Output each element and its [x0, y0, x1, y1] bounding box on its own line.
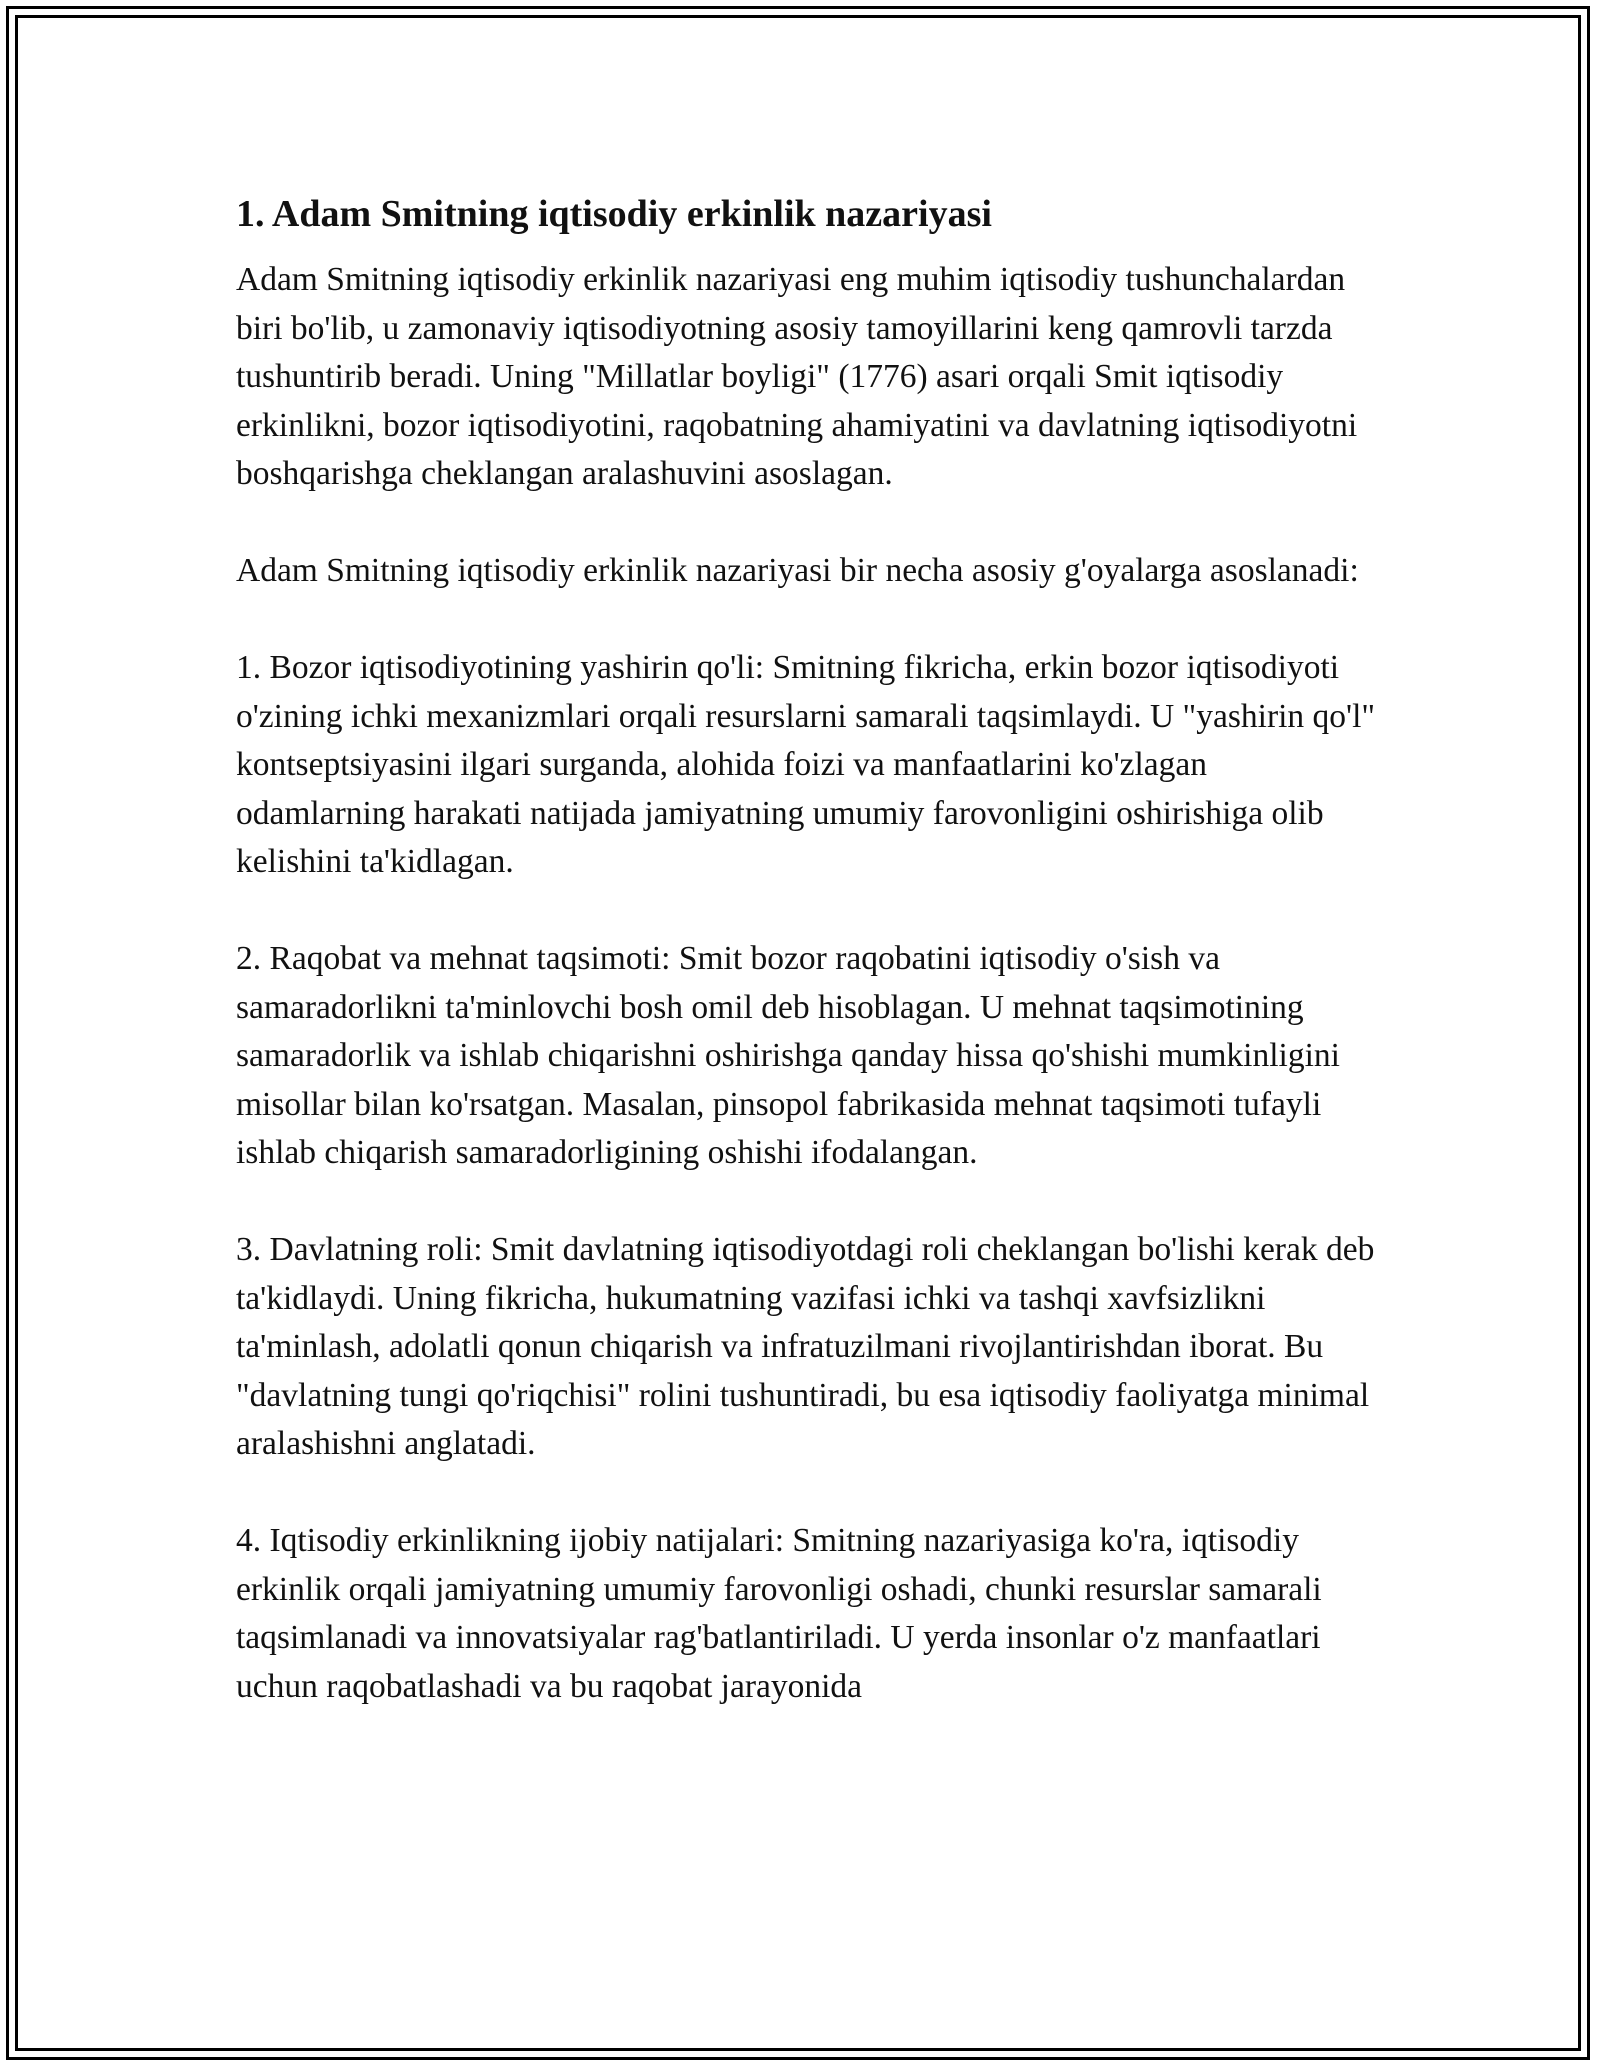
paragraph-point-4: 4. Iqtisodiy erkinlikning ijobiy natijalari: Smitning nazariyasiga ko'ra, iqtisodiy erkinlik orqali jamiyatning umumiy farovonligi oshadi, chunki resurslar samarali taqsimlanadi va innovatsiyalar rag'batlantiriladi. U yerda insonlar o'z manfaatlari uchun raqobatlashadi va bu raqobat jarayonida	[236, 1522, 1322, 1705]
paragraph-point-1: 1. Bozor iqtisodiyotining yashirin qo'li: Smitning fikricha, erkin bozor iqtisodiyoti o'zining ichki mexanizmlari orqali resurslarni samarali taqsimlaydi. U "yashirin qo'l" kontseptsiyasini ilgari surganda, alohida foizi va manfaatlarini ko'zlagan odamlarning harakati natijada jamiyatning umumiy farovonligini oshirishiga olib kelishini ta'kidlagan.	[236, 649, 1376, 880]
paragraph-lead-in: Adam Smitning iqtisodiy erkinlik nazariyasi bir necha asosiy g'oyalarga asoslanadi:	[236, 552, 1359, 589]
paragraph-point-2: 2. Raqobat va mehnat taqsimoti: Smit bozor raqobatini iqtisodiy o'sish va samaradorlikni ta'minlovchi bosh omil deb hisoblagan. U mehnat taqsimotining samaradorlik va ishlab chiqarishni oshirishga qanday hissa qo'shishi mumkinligini misollar bilan ko'rsatgan. Masalan, pinsopol fabrikasida mehnat taqsimoti tufayli ishlab chiqarish samaradorligining oshishi ifodalangan.	[236, 940, 1340, 1171]
document-title: 1. Adam Smitning iqtisodiy erkinlik nazariyasi	[236, 193, 992, 235]
paragraph-intro: Adam Smitning iqtisodiy erkinlik nazariyasi eng muhim iqtisodiy tushunchalardan biri bo'lib, u zamonaviy iqtisodiyotning asosiy tamoyillarini keng qamrovli tarzda tushuntirib beradi. Uning "Millatlar boyligi" (1776) asari orqali Smit iqtisodiy erkinlikni, bozor iqtisodiyotini, raqobatning ahamiyatini va davlatning iqtisodiyotni boshqarishga cheklangan aralashuvini asoslagan.	[236, 261, 1358, 492]
paragraph-point-3: 3. Davlatning roli: Smit davlatning iqtisodiyotdagi roli cheklangan bo'lishi kerak deb ta'kidlaydi. Uning fikricha, hukumatning vazifasi ichki va tashqi xavfsizlikni ta'minlash, adolatli qonun chiqarish va infratuzilmani rivojlantirishdan iborat. Bu "davlatning tungi qo'riqchisi" rolini tushuntiradi, bu esa iqtisodiy faoliyatga minimal aralashishni anglatadi.	[236, 1231, 1375, 1462]
document-body	[236, 188, 1376, 1760]
